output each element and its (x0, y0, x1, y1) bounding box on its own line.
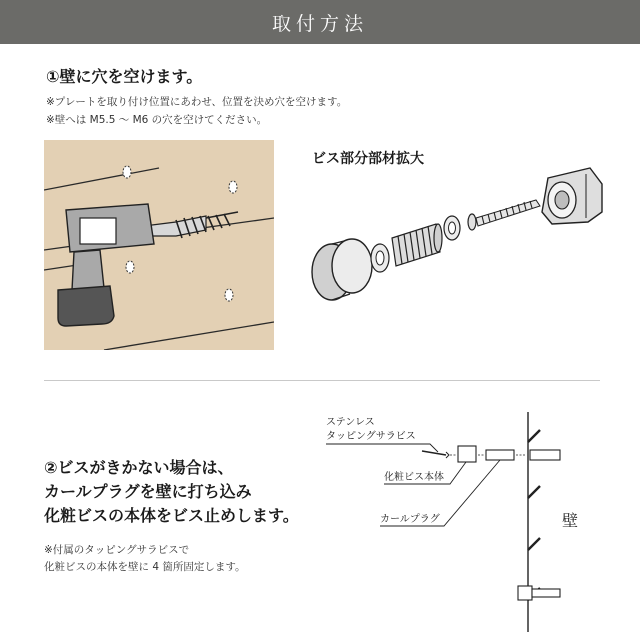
leader-line-screw (326, 444, 438, 452)
label-screw-line2: タッピングサラビス (326, 431, 416, 442)
parts-title: ビス部分部材拡大 (312, 151, 424, 167)
cap-nut-icon (542, 168, 602, 224)
step2-line-2: カールプラグを壁に打ち込み (44, 482, 252, 501)
screw-small-icon (422, 451, 449, 458)
tapping-screw-icon (468, 200, 540, 230)
washer-right-icon (444, 216, 460, 240)
step2-note-2: 化粧ビスの本体を壁に 4 箇所固定します。 (44, 561, 246, 573)
step1-title: ①壁に穴を空けます。 (46, 67, 203, 86)
plug-in-wall-icon (530, 450, 560, 460)
header-bar (0, 0, 640, 44)
step2-line-1: ②ビスがきかない場合は、 (44, 458, 234, 477)
step1-note-2: ※壁へは M5.5 ～ M6 の穴を空けてください。 (46, 114, 268, 126)
label-wall: 壁 (562, 511, 579, 530)
label-screw-line1: ステンレス (326, 417, 375, 428)
label-body: 化粧ビス本体 (384, 472, 444, 483)
step2-line-3: 化粧ビスの本体をビス止めします。 (44, 506, 299, 525)
screw-parts-exploded-view (290, 160, 610, 310)
header-title: 取付方法 (271, 12, 368, 35)
step2-note-1: ※付属のタッピングサラビスで (44, 544, 190, 556)
section-divider (44, 380, 600, 381)
threaded-shaft-icon (392, 224, 442, 266)
cap-icon (312, 239, 372, 300)
plug-icon (486, 450, 514, 460)
wall-plug-diagram (318, 400, 618, 635)
step2-note (44, 542, 246, 576)
washer-left-icon (371, 244, 389, 272)
drill-illustration (44, 140, 274, 350)
label-plug: カールプラグ (380, 514, 440, 525)
step2-heading (44, 456, 299, 528)
decorative-screw-body (458, 446, 476, 462)
step1-note-1: ※プレートを取り付け位置にあわせ、位置を決め穴を空けます。 (46, 96, 348, 108)
